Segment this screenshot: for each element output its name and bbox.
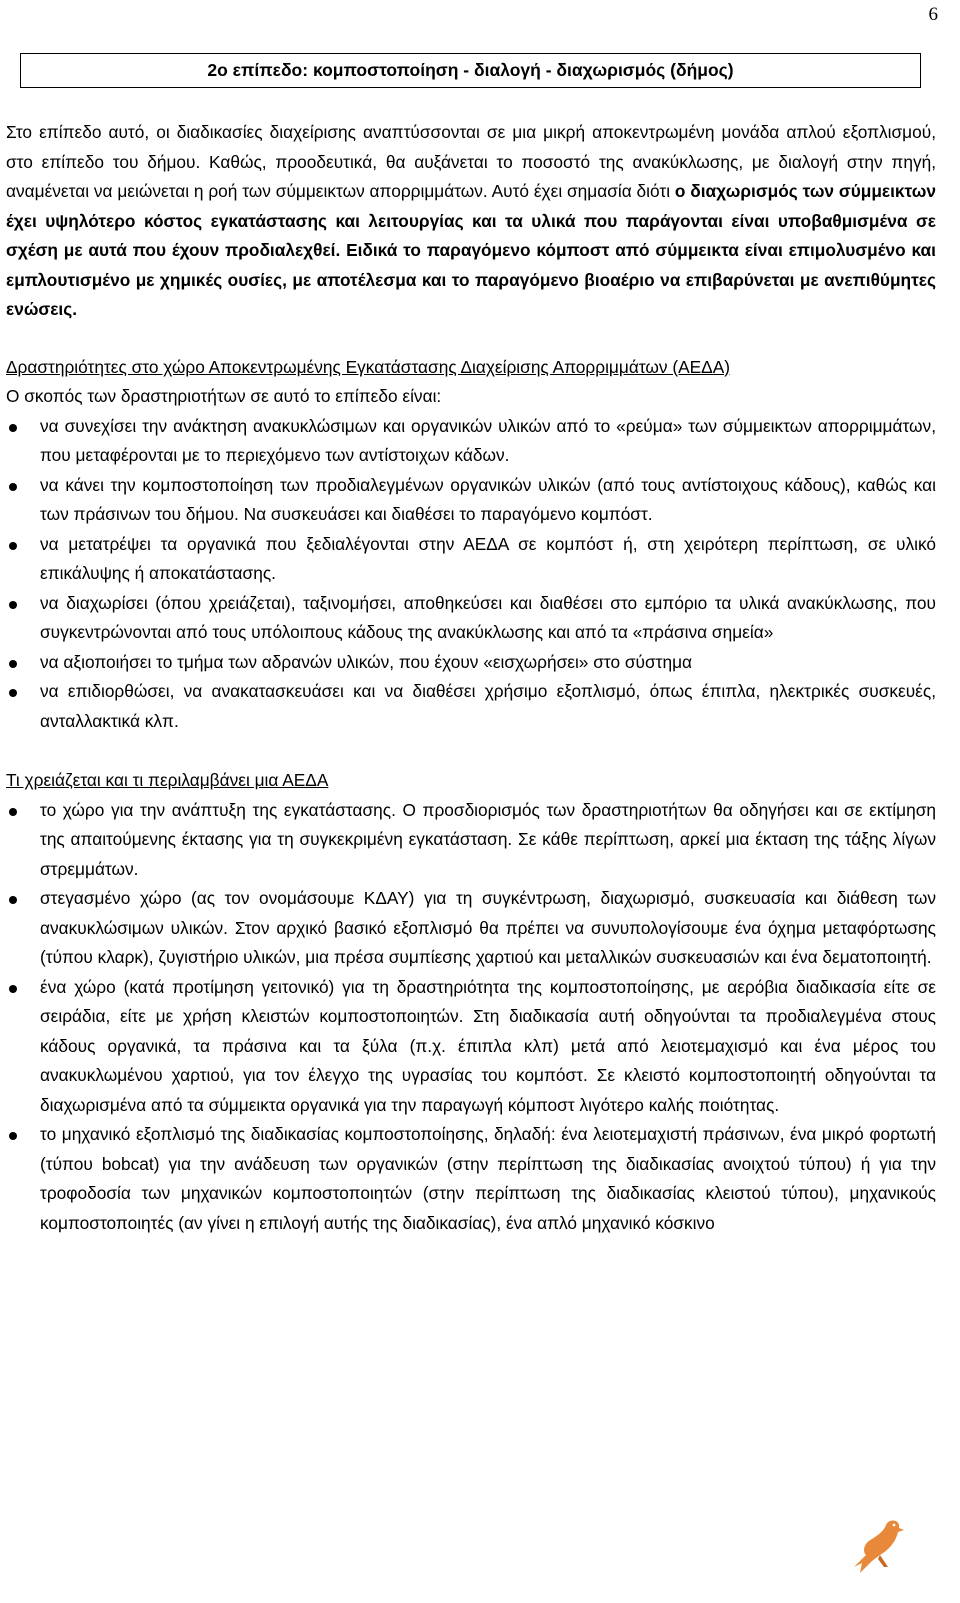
list-item: [6, 973, 936, 1121]
document-body: [6, 118, 936, 1238]
bullet-icon: [9, 542, 17, 550]
intro-bold-text: ο διαχωρισμός των σύμμεικτων έχει υψηλότερο κόστος εγκατάστασης και λειτουργίας και τα υλικά που παράγονται είναι υποβαθμισμένα σε σχέση με αυτά που έχουν προδιαλεχθεί. Ειδικά το παραγόμενο κόμποστ από σύμμεικτα είναι επιμολυσμένο και εμπλουτισμένο με χημικές ουσίες, με αποτέλεσμα και το παραγόμενο βιοαέριο να επιβαρύνεται με ανεπιθύμητες ενώσεις.: [6, 181, 936, 319]
list-item: [6, 884, 936, 973]
list-item-text: το μηχανικό εξοπλισμό της διαδικασίας κομποστοποίησης, δηλαδή: ένα λειοτεμαχιστή πράσινων, ένα μικρό φορτωτή (τύπου bobcat) για την ανάδευση των οργανικών (στην περίπτωση της διαδικασίας ανοιχτού τύπου) ή για την τροφοδοσία των μηχανικών κομποστοποιητών (στην περίπτωση της διαδικασίας κλειστού τύπου), μηχανικούς κομποστοποιητές (αν γίνει η επιλογή αυτής της διαδικασίας), ένα απλό μηχανικό κόσκινο: [40, 1124, 936, 1233]
bird-logo-icon: [850, 1515, 904, 1575]
section-title: 2ο επίπεδο: κομποστοποίηση - διαλογή - διαχωρισμός (δήμος): [207, 60, 734, 80]
list-item: [6, 1120, 936, 1238]
list-item-text: το χώρο για την ανάπτυξη της εγκατάστασης. Ο προσδιορισμός των δραστηριοτήτων θα οδηγήσει και σε εκτίμηση της απαιτούμενης έκτασης για τη συγκεκριμένη εγκατάσταση. Σε κάθε περίπτωση, αρκεί μια έκταση της τάξης λίγων στρεμμάτων.: [40, 799, 936, 879]
list-item: [6, 796, 936, 885]
list-item: [6, 589, 936, 648]
list-item-text: να κάνει την κομποστοποίηση των προδιαλεγμένων οργανικών υλικών (από τους αντίστοιχους κάδους), καθώς και των πράσινων του δήμου. Να συσκευάσει και διαθέσει το παραγόμενο κομπόστ.: [40, 474, 936, 524]
bullet-icon: [9, 985, 17, 993]
intro-paragraph: [6, 118, 936, 325]
list-item: [6, 471, 936, 530]
bullet-icon: [9, 808, 17, 816]
list-item: [6, 677, 936, 736]
list-item: [6, 648, 936, 678]
list-item-text: να συνεχίσει την ανάκτηση ανακυκλώσιμων και οργανικών υλικών από το «ρεύμα» των σύμμεικτων απορριμμάτων, που μεταφέρονται με το περιεχόμενο των αντίστοιχων κάδων.: [40, 415, 936, 465]
list-item: [6, 530, 936, 589]
list-item-text: να αξιοποιήσει το τμήμα των αδρανών υλικών, που έχουν «εισχωρήσει» στο σύστημα: [40, 651, 693, 672]
list-item-text: να επιδιορθώσει, να ανακατασκευάσει και να διαθέσει χρήσιμο εξοπλισμό, όπως έπιπλα, ηλεκτρικές συσκευές, ανταλλακτικά κλπ.: [40, 681, 936, 731]
page-number: 6: [928, 4, 938, 25]
activities-list: [6, 412, 936, 737]
list-item-text: ένα χώρο (κατά προτίμηση γειτονικό) για τη δραστηριότητα της κομποστοποίησης, με αερόβια διαδικασία είτε σε σειράδια, είτε με χρήση κλειστών κομποστοποιητών. Στη διαδικασία αυτή οδηγούνται τα προδιαλεγμένα στους κάδους οργανικά, τα πράσινα και τα ξύλα (π.χ. έπιπλα κλπ) μετά από λειοτεμαχισμό και ένα μέρος του ανακυκλωμένου χαρτιού, για τον έλεγχο της υγρασίας του κομπόστ. Σε κλειστό κομποστοποιητή οδηγούνται τα διαχωρισμένα από τα σύμμεικτα οργανικά για την παραγωγή κόμποστ λιγότερο καλής ποιότητας.: [40, 976, 936, 1115]
section-heading-activities: Δραστηριότητες στο χώρο Αποκεντρωμένης Εγκατάστασης Διαχείρισης Απορριμμάτων (ΑΕΔΑ): [6, 356, 730, 377]
list-item-text: να μετατρέψει τα οργανικά που ξεδιαλέγονται στην ΑΕΔΑ σε κομπόστ ή, στη χειρότερη περίπτωση, σε υλικό επικάλυψης ή αποκατάστασης.: [40, 533, 936, 583]
list-item-text: στεγασμένο χώρο (ας τον ονομάσουμε ΚΔΑΥ) για τη συγκέντρωση, διαχωρισμό, συσκευασία και διάθεση των ανακυκλώσιμων υλικών. Στον αρχικό βασικό εξοπλισμό θα πρέπει να συνυπολογίσουμε ένα όχημα μεταφόρτωσης (τύπου κλαρκ), ζυγιστήριο υλικών, μια πρέσα συμπίεσης χαρτιού και μεταλλικών συσκευασιών και ένα δεματοποιητή.: [40, 888, 936, 967]
requirements-list: [6, 796, 936, 1239]
bullet-icon: [9, 601, 17, 609]
bullet-icon: [9, 424, 17, 432]
bullet-icon: [9, 660, 17, 668]
bullet-icon: [9, 1132, 17, 1140]
bullet-icon: [9, 689, 17, 697]
list-item: [6, 412, 936, 471]
section-intro: Ο σκοπός των δραστηριοτήτων σε αυτό το επίπεδο είναι:: [6, 386, 442, 406]
section-heading-requirements: Τι χρειάζεται και τι περιλαμβάνει μια ΑΕΔΑ: [6, 770, 329, 790]
list-item-text: να διαχωρίσει (όπου χρειάζεται), ταξινομήσει, αποθηκεύσει και διαθέσει στο εμπόριο τα υλικά ανακύκλωσης, που συγκεντρώνονται από τους υπόλοιπους κάδους της ανακύκλωσης και από τα «πράσινα σημεία»: [40, 592, 936, 642]
bullet-icon: [9, 896, 17, 904]
bullet-icon: [9, 483, 17, 491]
section-title-box: [20, 53, 921, 88]
intro-text: Στο επίπεδο αυτό, οι διαδικασίες διαχείρισης αναπτύσσονται σε μια μικρή αποκεντρωμένη μονάδα απλού εξοπλισμού, στο επίπεδο του δήμου. Καθώς, προοδευτικά, θα αυξάνεται το ποσοστό της ανακύκλωσης, με διαλογή στην πηγή, αναμένεται να μειώνεται η ροή των σύμμεικτων απορριμμάτων. Αυτό έχει σημασία διότι: [6, 122, 936, 201]
